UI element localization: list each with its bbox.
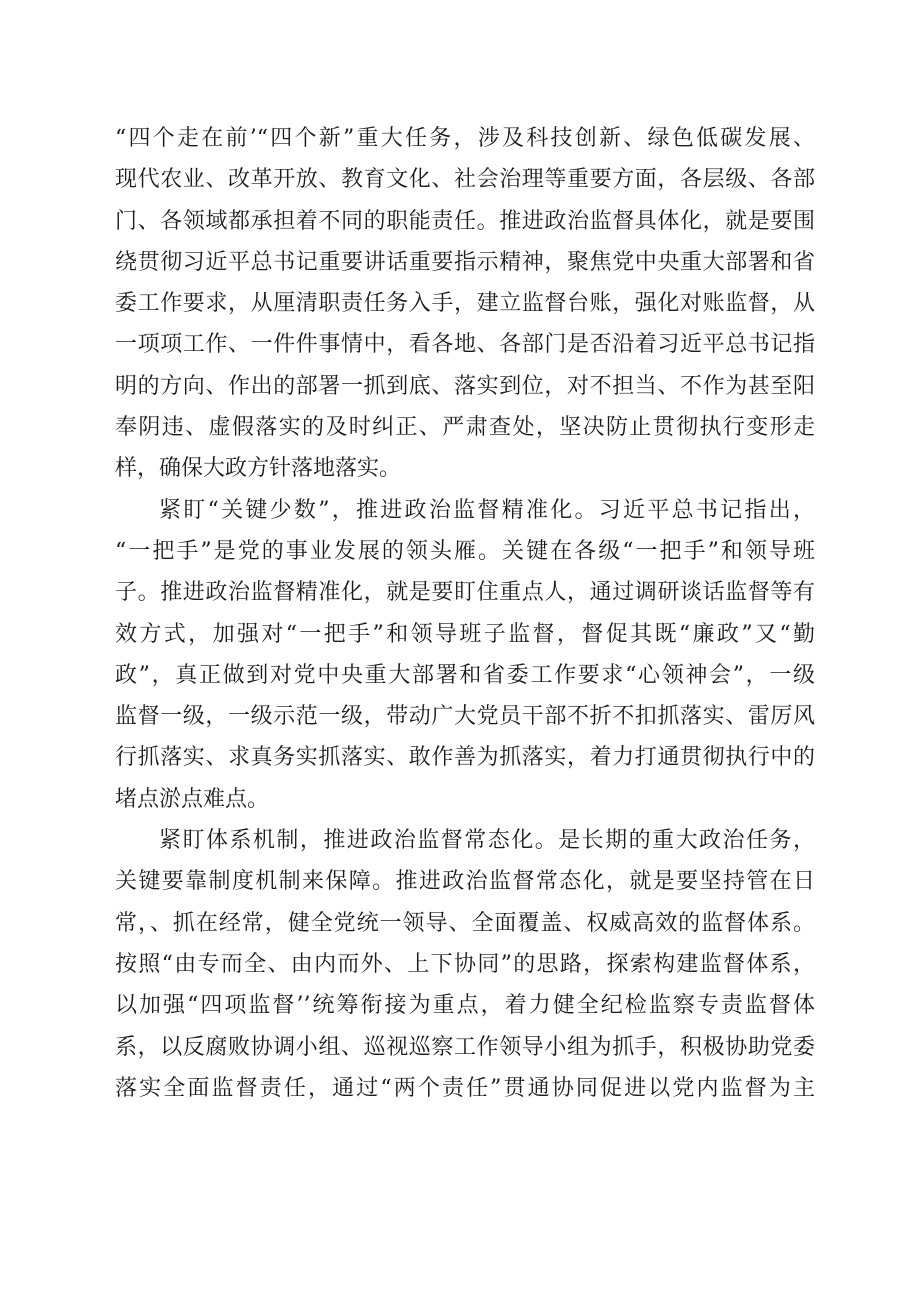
paragraph-2-line: 行抓落实、求真务实抓落实、敢作善为抓落实，着力打通贯彻执行中的 <box>115 745 815 771</box>
paragraph-1-line: 门、各领域都承担着不同的职能责任。推进政治监督具体化，就是要围 <box>115 208 815 234</box>
paragraph-2-line: 监督一级，一级示范一级，带动广大党员干部不折不扣抓落实、雷厉风 <box>115 704 815 730</box>
paragraph-3-line: 关键要靠制度机制来保障。推进政治监督常态化，就是要坚持管在日 <box>115 869 815 895</box>
paragraph-1-line: 样，确保大政方针落地落实。 <box>115 456 402 482</box>
paragraph-2-line: 紧盯“关键少数”，推进政治监督精准化。习近平总书记指出， <box>159 497 815 523</box>
paragraph-2-line: “一把手”是党的事业发展的领头雁。关键在各级“一把手”和领导班 <box>115 538 815 564</box>
paragraph-3-line: 常，、抓在经常，健全党统一领导、全面覆盖、权威高效的监督体系。 <box>115 910 815 936</box>
paragraph-3-line: 以加强“四项监督’’统筹衔接为重点，着力健全纪检监察专责监督体 <box>115 993 815 1019</box>
paragraph-1-line: 奉阴违、虚假落实的及时纠正、严肃查处，坚决防止贯彻执行变形走 <box>115 415 815 441</box>
paragraph-1-line: 一项项工作、一件件事情中，看各地、各部门是否沿着习近平总书记指 <box>115 332 815 358</box>
paragraph-1-line: 现代农业、改革开放、教育文化、社会治理等重要方面，各层级、各部 <box>115 167 815 193</box>
paragraph-1-line: 委工作要求，从厘清职责任务入手，建立监督台账，强化对账监督，从 <box>115 291 815 317</box>
paragraph-2-line: 子。推进政治监督精准化，就是要盯住重点人，通过调研谈话监督等有 <box>115 580 815 606</box>
paragraph-1-line: “四个走在前’“四个新”重大任务，涉及科技创新、绿色低碳发展、 <box>115 126 815 151</box>
paragraph-1-line: 绕贯彻习近平总书记重要讲话重要指示精神，聚焦党中央重大部署和省 <box>115 249 815 275</box>
paragraph-3-line: 系，以反腐败协调小组、巡视巡察工作领导小组为抓手，积极协助党委 <box>115 1034 815 1060</box>
paragraph-2-line: 政”，真正做到对党中央重大部署和省委工作要求“心领神会”，一级 <box>115 662 815 688</box>
document-body <box>115 118 815 1109</box>
paragraph-1-line: 明的方向、作出的部署一抓到底、落实到位，对不担当、不作为甚至阳 <box>115 373 815 399</box>
paragraph-2-line: 堵点淤点难点。 <box>115 786 270 812</box>
paragraph-2-line: 效方式，加强对“一把手”和领导班子监督，督促其既“廉政”又“勤 <box>115 621 815 647</box>
paragraph-3-line: 落实全面监督责任，通过“两个责任”贯通协同促进以党内监督为主 <box>115 1075 815 1101</box>
paragraph-3-line: 紧盯体系机制，推进政治监督常态化。是长期的重大政治任务， <box>159 828 815 854</box>
paragraph-3-line: 按照“由专而全、由内而外、上下协同”的思路，探索构建监督体系， <box>115 951 815 977</box>
